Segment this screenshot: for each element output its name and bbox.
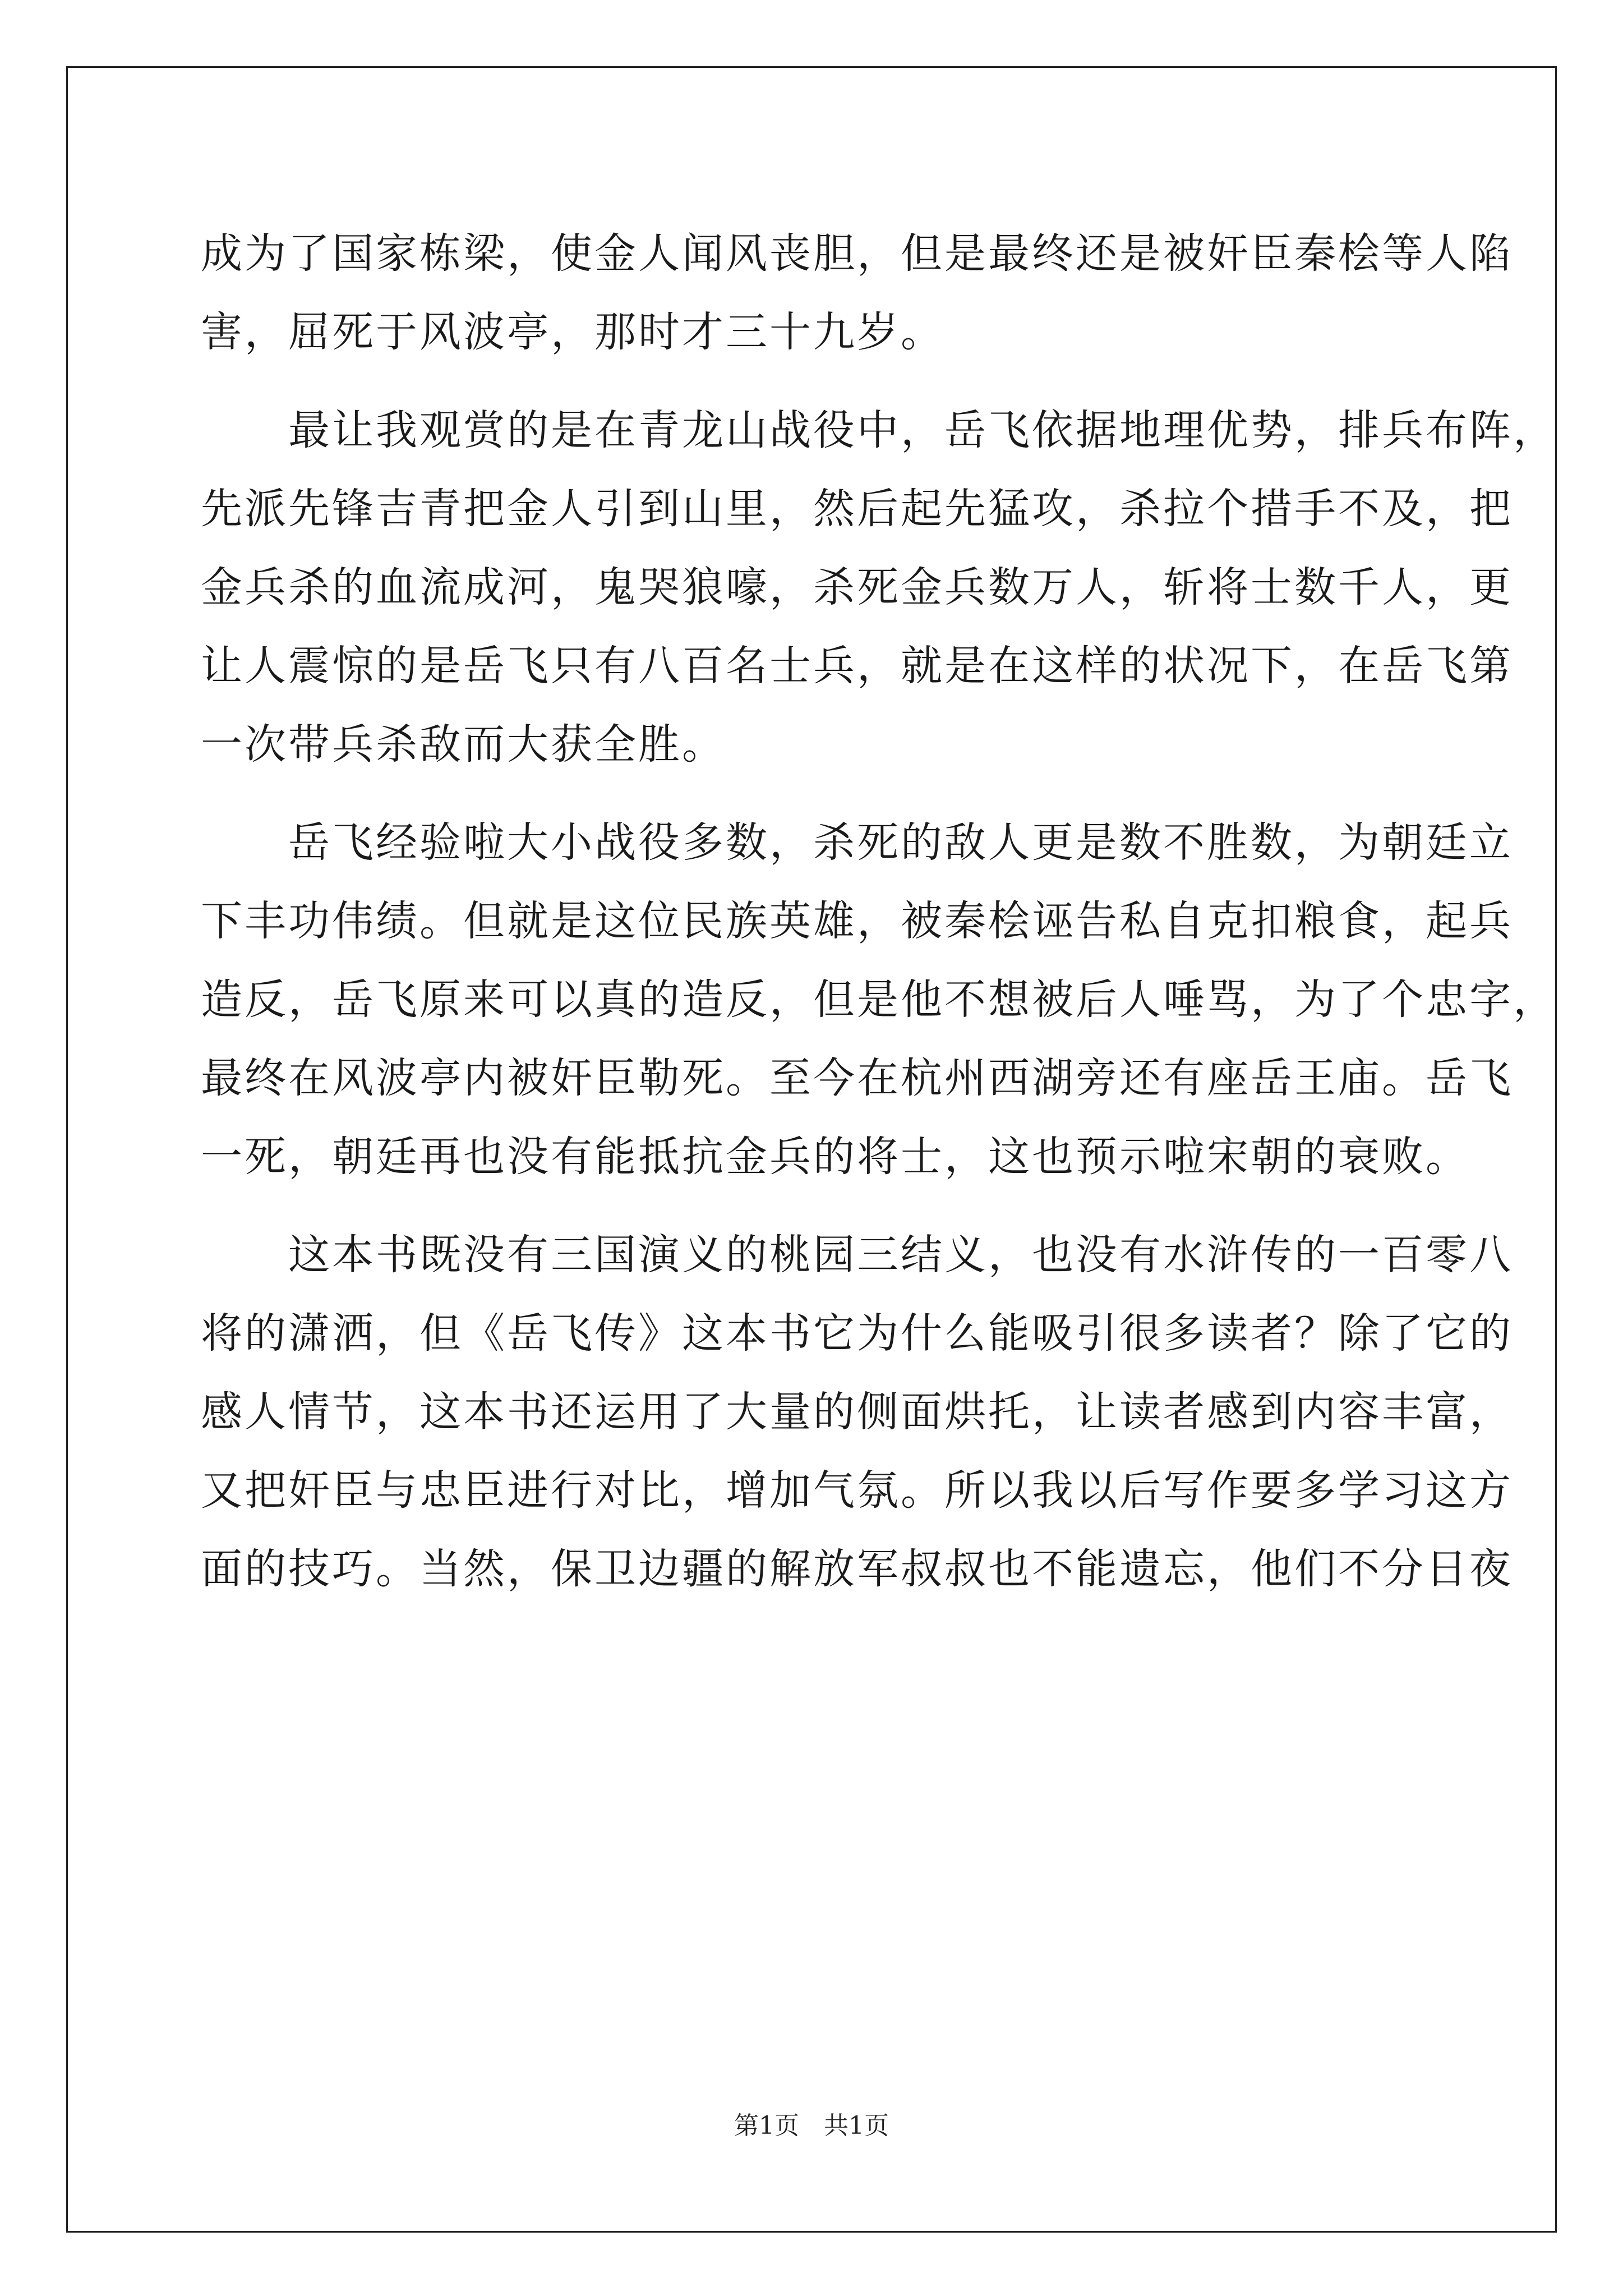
text-line: 面的技巧。当然，保卫边疆的解放军叔叔也不能遗忘，他们不分日夜 xyxy=(201,1545,1513,1593)
text-line: 下丰功伟绩。但就是这位民族英雄，被秦桧诬告私自克扣粮食，起兵 xyxy=(201,897,1513,945)
text-line: 金兵杀的血流成河，鬼哭狼嚎，杀死金兵数万人，斩将士数千人，更 xyxy=(201,563,1513,611)
text-line: 最终在风波亭内被奸臣勒死。至今在杭州西湖旁还有座岳王庙。岳飞 xyxy=(201,1054,1513,1102)
text-line: 让人震惊的是岳飞只有八百名士兵，就是在这样的状况下，在岳飞第 xyxy=(201,642,1513,690)
page-number-footer: 第1页 共1页 xyxy=(734,2111,889,2140)
text-line: 造反，岳飞原来可以真的造反，但是他不想被后人唾骂，为了个忠字， xyxy=(201,976,1557,1024)
text-line: 一次带兵杀敌而大获全胜。 xyxy=(201,720,726,769)
text-line: 将的潇洒，但《岳飞传》这本书它为什么能吸引很多读者？除了它的 xyxy=(201,1309,1513,1358)
text-line: 岳飞经验啦大小战役多数，杀死的敌人更是数不胜数，为朝廷立 xyxy=(201,818,1513,867)
text-line: 先派先锋吉青把金人引到山里，然后起先猛攻，杀拉个措手不及，把 xyxy=(201,485,1513,533)
text-line: 成为了国家栋梁，使金人闻风丧胆，但是最终还是被奸臣秦桧等人陷 xyxy=(201,229,1513,278)
text-line: 感人情节，这本书还运用了大量的侧面烘托，让读者感到内容丰富， xyxy=(201,1388,1513,1436)
text-line: 又把奸臣与忠臣进行对比，增加气氛。所以我以后写作要多学习这方 xyxy=(201,1466,1513,1515)
text-line: 一死，朝廷再也没有能抵抗金兵的将士，这也预示啦宋朝的衰败。 xyxy=(201,1133,1469,1181)
document-body xyxy=(201,214,1557,1608)
text-line: 最让我观赏的是在青龙山战役中，岳飞依据地理优势，排兵布阵， xyxy=(201,406,1557,454)
text-line: 这本书既没有三国演义的桃园三结义，也没有水浒传的一百零八 xyxy=(201,1231,1513,1279)
text-line: 害，屈死于风波亭，那时才三十九岁。 xyxy=(201,308,944,356)
